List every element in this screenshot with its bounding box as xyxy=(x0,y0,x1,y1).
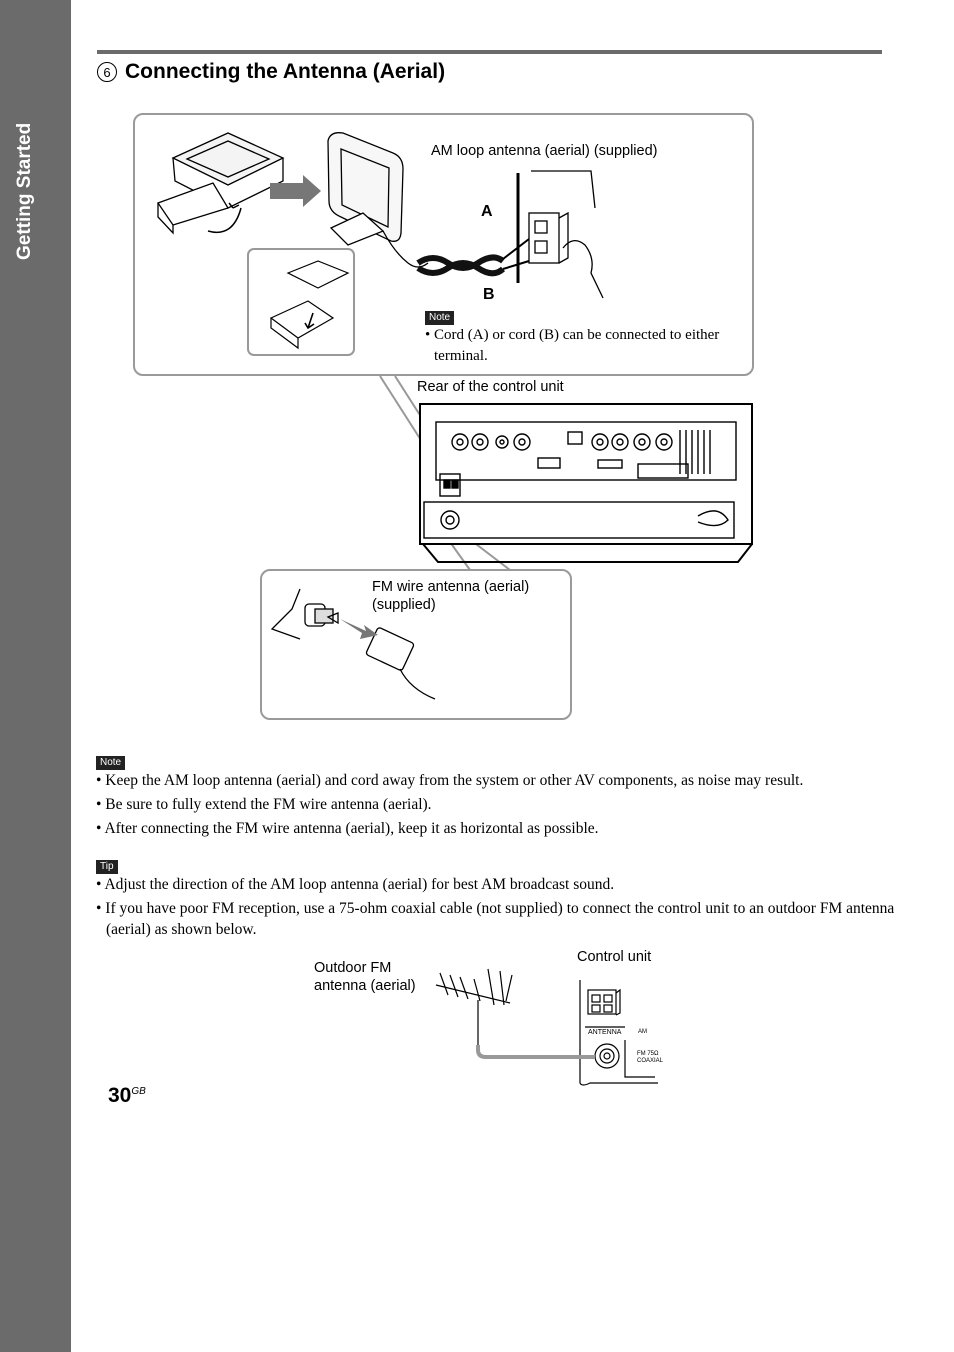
tips-badge-wrap xyxy=(96,856,118,874)
rear-panel-illustration xyxy=(418,402,758,564)
section-title: Connecting the Antenna (Aerial) xyxy=(125,60,446,83)
rear-unit-label: Rear of the control unit xyxy=(417,379,564,395)
notes-badge: Note xyxy=(96,756,125,770)
tips-badge: Tip xyxy=(96,860,118,874)
inset-note-text: • Cord (A) or cord (B) can be connected to either terminal. xyxy=(425,327,720,364)
note-item-1: • Keep the AM loop antenna (aerial) and cord away from the system or other AV components, as noise may result. xyxy=(96,772,804,789)
page-number-value: 30 xyxy=(108,1084,132,1107)
outdoor-antenna-illustration xyxy=(430,965,670,1090)
cord-a-label: A xyxy=(481,203,493,220)
notes-badge-wrap xyxy=(96,752,125,770)
am-antenna-label: AM loop antenna (aerial) (supplied) xyxy=(431,143,658,159)
am-tag: AM xyxy=(638,1029,647,1035)
fm-tag-line2: COAXIAL xyxy=(637,1058,664,1064)
note-item-3: • After connecting the FM wire antenna (aerial), keep it as horizontal as possible. xyxy=(96,820,599,837)
fm-antenna-label-line2: (supplied) xyxy=(372,597,436,613)
side-tab-label: Getting Started xyxy=(14,122,35,260)
control-unit-label: Control unit xyxy=(577,949,652,965)
fm-tag-line1: FM 75Ω xyxy=(637,1051,659,1057)
tip-item-2: • If you have poor FM reception, use a 75-ohm coaxial cable (not supplied) to connect the control unit to an outdoor FM antenna (aerial) as shown below. xyxy=(96,900,895,938)
tip-item-1: • Adjust the direction of the AM loop antenna (aerial) for best AM broadcast sound. xyxy=(96,876,615,893)
note-badge: Note xyxy=(425,311,454,325)
fm-antenna-label-line1: FM wire antenna (aerial) xyxy=(372,579,530,595)
outdoor-antenna-label-line1: Outdoor FM xyxy=(314,960,392,976)
antenna-tag: ANTENNA xyxy=(588,1029,622,1036)
step-number: 6 xyxy=(97,62,117,82)
page-number xyxy=(108,1084,146,1108)
cord-b-label: B xyxy=(483,286,495,303)
note-item-2: • Be sure to fully extend the FM wire antenna (aerial). xyxy=(96,796,432,813)
outdoor-antenna-label-line2: antenna (aerial) xyxy=(314,978,416,994)
page-number-suffix: GB xyxy=(131,1086,146,1097)
